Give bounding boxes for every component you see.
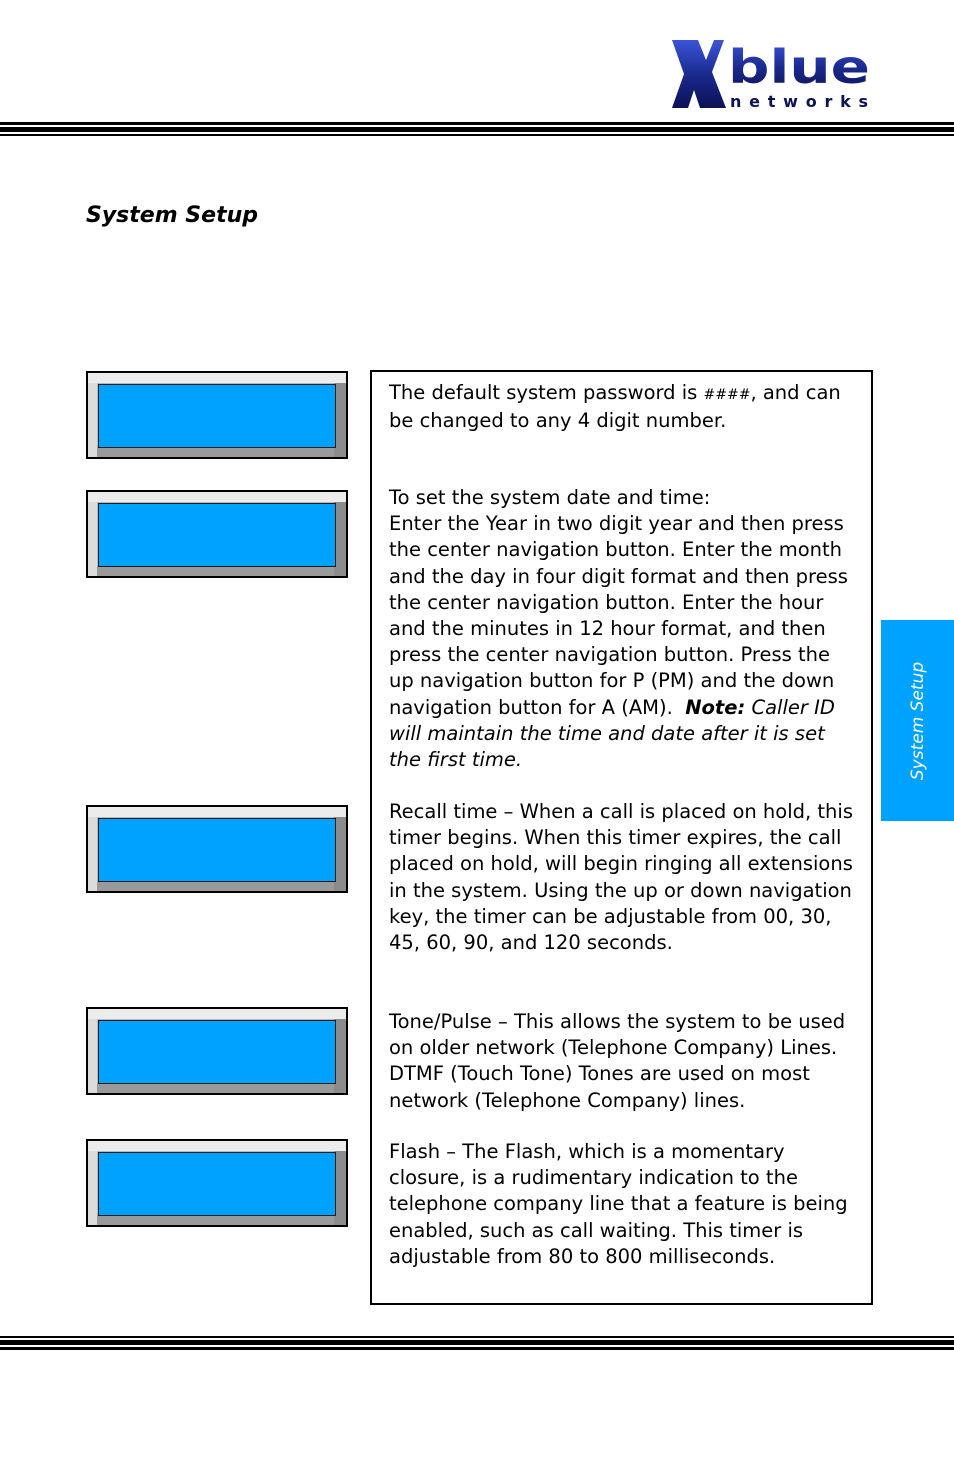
lcd-bevel bbox=[88, 566, 346, 576]
lcd-bevel bbox=[88, 1009, 97, 1093]
lcd-bevel bbox=[88, 373, 97, 457]
xblue-logo bbox=[668, 38, 873, 112]
lcd-bevel bbox=[88, 447, 346, 457]
recall-paragraph bbox=[389, 799, 859, 956]
lcd-screen bbox=[98, 384, 336, 448]
note-label: Note: bbox=[685, 695, 746, 719]
lcd-bevel bbox=[88, 1083, 346, 1093]
lcd-screen bbox=[98, 1020, 336, 1084]
note-text: Caller ID will maintain the time and date after it is set the first time. bbox=[389, 695, 835, 772]
flash-paragraph bbox=[389, 1139, 859, 1270]
page-title: System Setup bbox=[86, 203, 258, 228]
lcd-bevel bbox=[88, 492, 346, 502]
lcd-bevel bbox=[88, 807, 97, 891]
logo-subtitle: networks bbox=[730, 92, 868, 111]
lcd-bevel bbox=[88, 1141, 346, 1151]
datetime-heading: To set the system date and time: bbox=[389, 486, 711, 509]
lcd-bevel bbox=[88, 1009, 346, 1019]
password-text-end: , and can be changed to any 4 digit number. bbox=[389, 381, 841, 433]
logo-x-mark bbox=[672, 40, 726, 108]
lcd-display-password bbox=[86, 371, 348, 459]
tone-paragraph bbox=[389, 1009, 859, 1114]
password-paragraph bbox=[389, 380, 859, 434]
footer-rule bbox=[0, 1336, 954, 1350]
lcd-bevel bbox=[88, 1141, 97, 1225]
header-rule bbox=[0, 122, 954, 136]
lcd-display-datetime bbox=[86, 490, 348, 578]
lcd-screen bbox=[98, 503, 336, 567]
password-code: #### bbox=[703, 387, 751, 403]
datetime-body: Enter the Year in two digit year and then press the center navigation button. Enter the month and the day in four digit format and then press the center navigation button. Enter the hour and the minutes in 12 hour format, and then press the center navigation button. Press the up navigation button for P (PM) and the down navigation button for A (AM). bbox=[389, 512, 848, 719]
lcd-bevel bbox=[88, 881, 346, 891]
side-tab-label: System Setup bbox=[907, 661, 928, 780]
lcd-screen bbox=[98, 818, 336, 882]
flash-text: Flash – The Flash, which is a momentary closure, is a rudimentary indication to the telephone company line that a feature is being enabled, such as call waiting. This timer is adjustable from 80 to 800 milliseconds. bbox=[389, 1140, 848, 1268]
logo-wordmark: blue bbox=[728, 40, 870, 94]
password-text: The default system password is bbox=[389, 381, 704, 404]
recall-text: Recall time – When a call is placed on hold, this timer begins. When this timer expires, the call placed on hold, will begin ringing all extensions in the system. Using the up or down navigation key, the timer can be adjustable from 00, 30, 45, 60, 90, and 120 seconds. bbox=[389, 800, 853, 955]
lcd-display-flash bbox=[86, 1139, 348, 1227]
tone-text: Tone/Pulse – This allows the system to be used on older network (Telephone Company) Lines. DTMF (Touch Tone) Tones are used on most network (Telephone Company) lines. bbox=[389, 1010, 846, 1112]
datetime-paragraph bbox=[389, 485, 859, 773]
lcd-bevel bbox=[88, 373, 346, 383]
lcd-display-tone bbox=[86, 1007, 348, 1095]
lcd-bevel bbox=[88, 807, 346, 817]
lcd-bevel bbox=[88, 1215, 346, 1225]
side-tab[interactable] bbox=[881, 620, 954, 821]
lcd-display-recall bbox=[86, 805, 348, 893]
lcd-screen bbox=[98, 1152, 336, 1216]
lcd-bevel bbox=[88, 492, 97, 576]
